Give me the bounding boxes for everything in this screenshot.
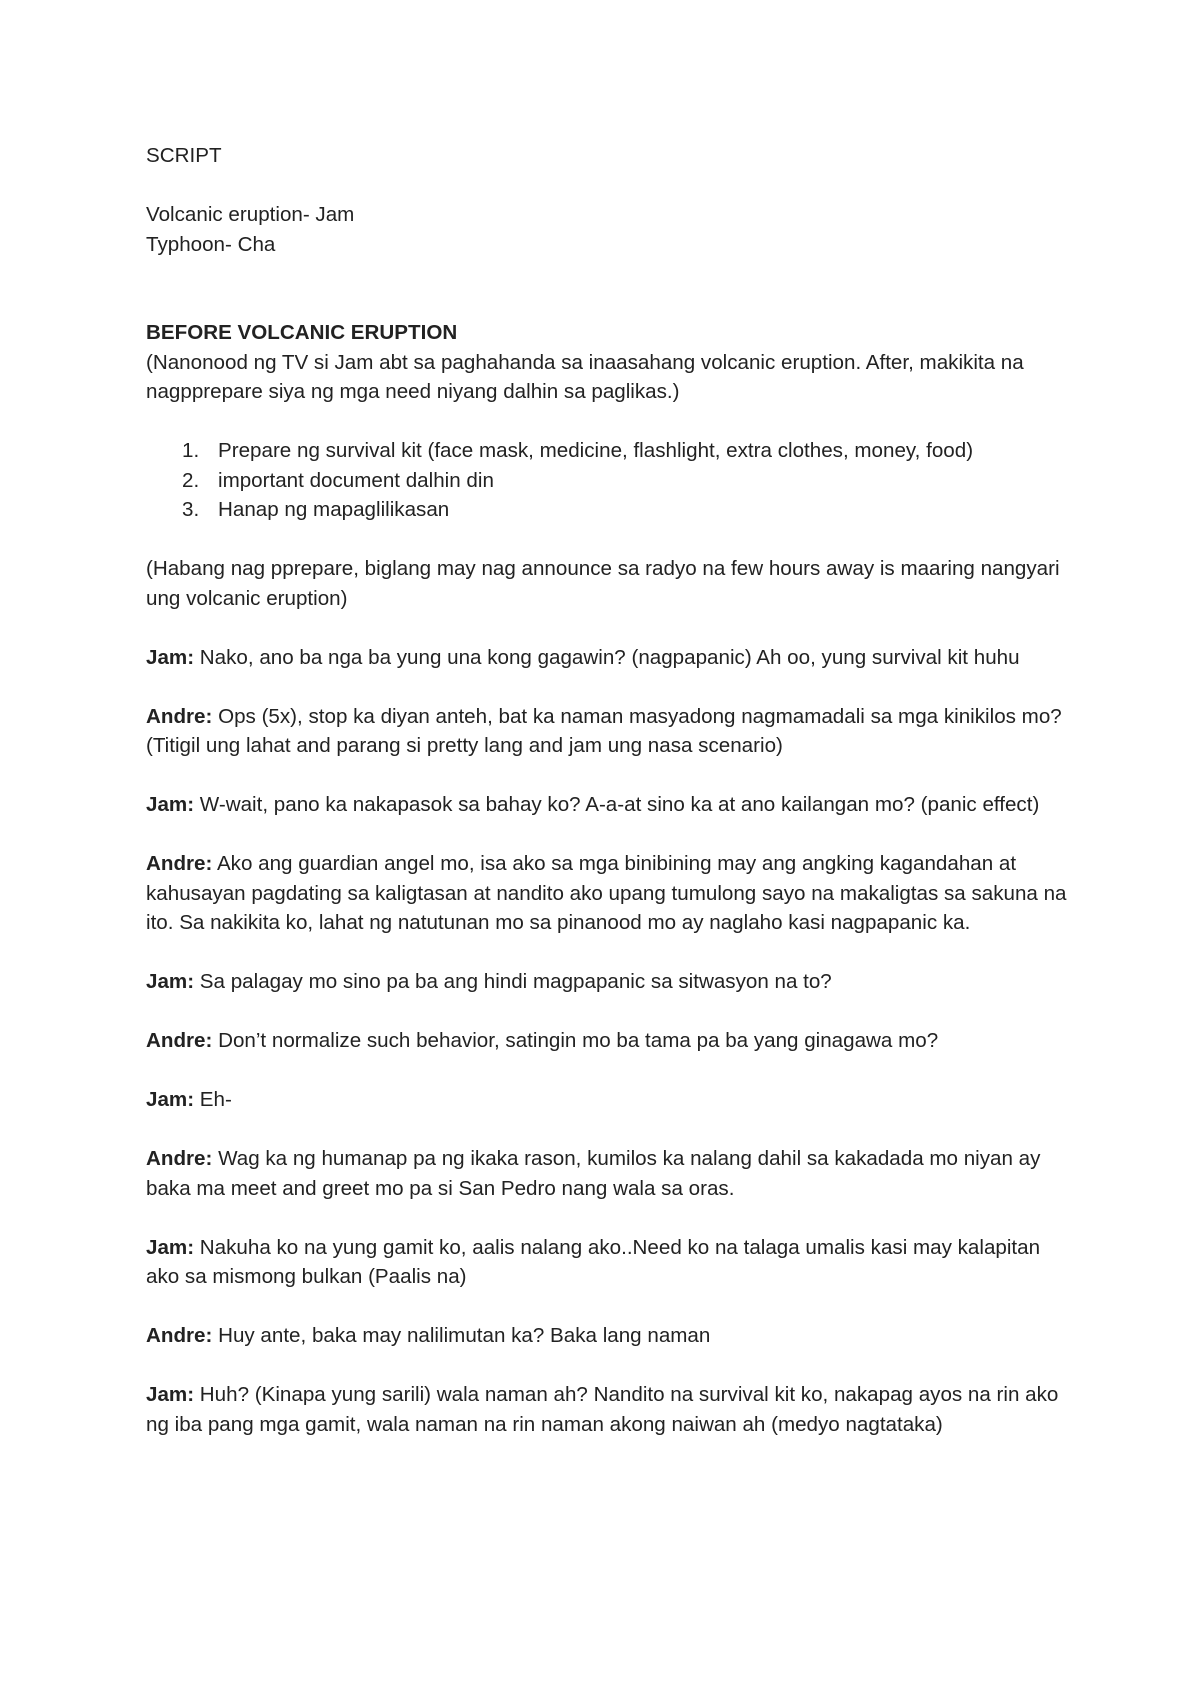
step-item <box>182 466 1076 496</box>
dialogue-text: Sa palagay mo sino pa ba ang hindi magpapanic sa sitwasyon na to? <box>194 970 832 993</box>
dialogue-line <box>146 849 1076 938</box>
dialogue-line <box>146 643 1076 673</box>
speaker-name: Andre: <box>146 704 213 728</box>
step-number: 3. <box>182 498 200 521</box>
dialogue-line <box>146 702 1076 761</box>
cast-item: Volcanic eruption- Jam <box>146 203 355 226</box>
dialogue-line <box>146 1233 1076 1292</box>
speaker-name: Andre: <box>146 1324 213 1347</box>
steps-list <box>146 436 1076 525</box>
dialogue-line <box>146 967 1076 997</box>
speaker-name: Andre: <box>146 1029 213 1052</box>
dialogue-line <box>146 1144 1076 1203</box>
step-number: 2. <box>182 468 200 492</box>
dialogue-text: Ako ang guardian angel mo, isa ako sa mga binibining may ang angking kagandahan at kahusayan pagdating sa kaligtasan at nandito ako upang tumulong sayo na makaligtas sa sakuna na ito. Sa nakikita ko, lahat ng natutunan mo sa pinanood mo ay naglaho kasi nagpapanic ka. <box>146 852 1067 934</box>
step-item <box>182 436 1076 466</box>
cast-list <box>146 200 1076 259</box>
speaker-name: Andre: <box>146 1147 213 1170</box>
script-title: SCRIPT <box>146 144 222 167</box>
speaker-name: Jam: <box>146 645 195 669</box>
step-text: Prepare ng survival kit (face mask, medicine, flashlight, extra clothes, money, food) <box>218 439 974 462</box>
dialogue-text: Nako, ano ba nga ba yung una kong gagawin? (nagpapanic) Ah oo, yung survival kit huhu <box>194 645 1020 669</box>
dialogue-line <box>146 1321 1076 1351</box>
dialogue-text: Don’t normalize such behavior, satingin mo ba tama pa ba yang ginagawa mo? <box>212 1029 939 1052</box>
speaker-name: Andre: <box>146 852 213 875</box>
dialogue-text: Huy ante, baka may nalilimutan ka? Baka lang naman <box>212 1324 711 1347</box>
speaker-name: Jam: <box>146 1088 195 1111</box>
dialogue-line <box>146 790 1076 820</box>
dialogue-text: Wag ka ng humanap pa ng ikaka rason, kumilos ka nalang dahil sa kakadada mo niyan ay baka ma meet and greet mo pa si San Pedro nang wala sa oras. <box>146 1147 1041 1200</box>
section-title: BEFORE VOLCANIC ERUPTION <box>146 321 458 344</box>
dialogue-line <box>146 1085 1076 1115</box>
step-text: important document dalhin din <box>218 468 494 492</box>
step-text: Hanap ng mapaglilikasan <box>218 498 450 521</box>
speaker-name: Jam: <box>146 1235 195 1259</box>
stage-direction-intro: (Nanonood ng TV si Jam abt sa paghahanda sa inaasahang volcanic eruption. After, makikita na nagpprepare siya ng mga need niyang dalhin sa paglikas.) <box>146 350 1024 403</box>
dialogue-line <box>146 1026 1076 1056</box>
speaker-name: Jam: <box>146 793 195 816</box>
dialogue-text: Ops (5x), stop ka diyan anteh, bat ka naman masyadong nagmamadali sa mga kinikilos mo? (Titigil ung lahat and parang si pretty lang and jam ung nasa scenario) <box>146 704 1062 757</box>
speaker-name: Jam: <box>146 970 195 993</box>
step-item <box>182 495 1076 525</box>
dialogue-text: W-wait, pano ka nakapasok sa bahay ko? A-a-at sino ka at ano kailangan mo? (panic effect) <box>194 793 1040 816</box>
document-page <box>146 141 1076 1469</box>
dialogue-text: Huh? (Kinapa yung sarili) wala naman ah? Nandito na survival kit ko, nakapag ayos na rin ako ng iba pang mga gamit, wala naman na rin naman akong naiwan ah (medyo nagtataka) <box>146 1383 1059 1436</box>
stage-direction-radio: (Habang nag pprepare, biglang may nag announce sa radyo na few hours away is maaring nangyari ung volcanic eruption) <box>146 557 1060 610</box>
dialogue-text: Nakuha ko na yung gamit ko, aalis nalang ako..Need ko na talaga umalis kasi may kalapitan ako sa mismong bulkan (Paalis na) <box>146 1235 1041 1288</box>
step-number: 1. <box>182 439 200 462</box>
dialogue-text: Eh- <box>194 1088 232 1111</box>
cast-item: Typhoon- Cha <box>146 232 276 256</box>
speaker-name: Jam: <box>146 1383 195 1406</box>
dialogue-line <box>146 1380 1076 1439</box>
